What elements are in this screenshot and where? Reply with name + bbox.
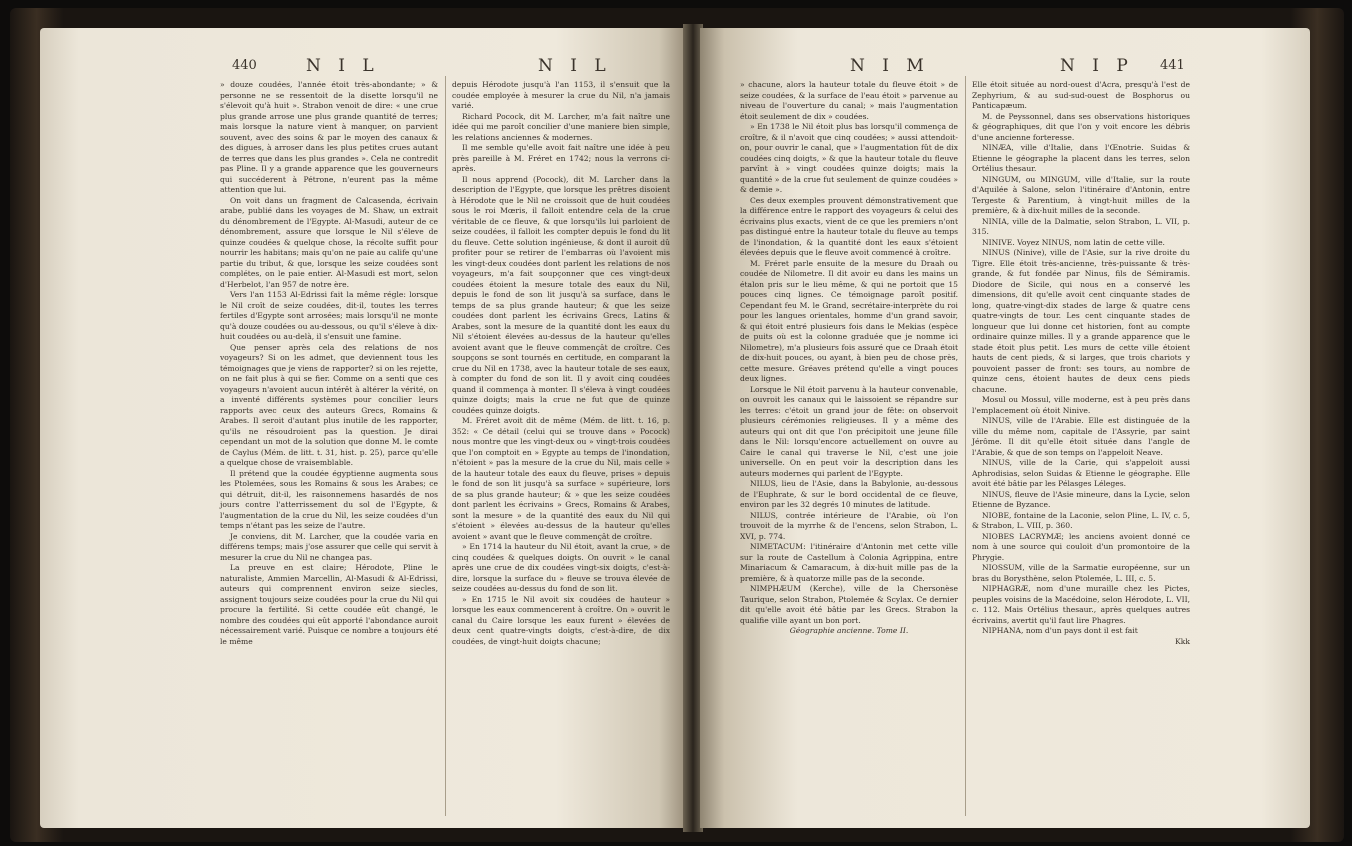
paragraph: NIOBES LACRYMÆ; les anciens avoient donné ce nom à une source qui couloit d'un promontoire de la Phrygie. bbox=[972, 531, 1190, 562]
paragraph: » chacune, alors la hauteur totale du fleuve étoit » de seize coudées, & la surface de l'eau étoit » parvenue au niveau de l'ouverture du canal; » mais l'augmentation étoit seulement de dix » coudées. bbox=[740, 80, 958, 121]
left-column-2 bbox=[452, 80, 670, 647]
paragraph: Mosul ou Mossul, ville moderne, est à peu près dans l'emplacement où étoit Ninive. bbox=[972, 395, 1190, 415]
paragraph: NIMETACUM: l'itinéraire d'Antonin met cette ville sur la route de Castellum à Colonia Agrippina, entre Minariacum & Camaracum, à dix-huit mille pas de la première, & à quatorze mille pas de la seconde. bbox=[740, 542, 958, 583]
left-page bbox=[40, 28, 685, 828]
paragraph: Il me semble qu'elle avoit fait naître une idée à peu près pareille à M. Fréret en 1742; nous la verrons ci-après. bbox=[452, 143, 670, 173]
paragraph: Lorsque le Nil étoit parvenu à la hauteur convenable, on ouvroit les canaux qui le laissoient se répandre sur les terres: c'étoit un grand jour de fête: on observoit plusieurs cérémonies religieuses. Il y a même des auteurs qui ont dit que l'on précipitoit une jeune fille dans le Nil: lorsqu'encore actuellement on ouvre au Caire le canal qui traverse le Nil, c'est une joie universelle. On en peut voir la description dans les auteurs modernes qui parlent de l'Egypte. bbox=[740, 384, 958, 478]
left-column-1 bbox=[220, 80, 438, 647]
paragraph: » En 1738 le Nil étoit plus bas lorsqu'il commença de croître, & il n'avoit que cinq coudées; » aussi attendoit-on, pour ouvrir le canal, que » l'augmentation fût de dix coudées cinq doigts, » & que la hauteur totale du fleuve parvînt à » vingt coudées quinze doigts; mais la quantité » de la crue fut seulement de quinze coudées » & demie ». bbox=[740, 122, 958, 194]
paragraph: NINIA, ville de la Dalmatie, selon Strabon, L. VII, p. 315. bbox=[972, 216, 1190, 236]
paragraph: » douze coudées, l'année étoit très-abondante; » & personne ne se ressentoit de la disette lorsqu'il ne s'élevoit qu'à huit ». Strabon venoit de dire: « une crue plus grande arrose une plus grande quantité de terres; mais lorsque la nature vient à manquer, on parvient souvent, avec des soins & par le moyen des canaux & des digues, à arroser dans les plus petites crues autant de terres que dans les plus grandes ». Cela ne contredit pas Pline. Il y a grande apparence que les gouverneurs qui succéderent à Pétrone, n'eurent pas la même attention que lui. bbox=[220, 80, 438, 194]
paragraph: Richard Pocock, dit M. Larcher, m'a fait naître une idée qui me paroît concilier d'une maniere bien simple, les relations anciennes & modernes. bbox=[452, 111, 670, 142]
right-page bbox=[700, 28, 1310, 828]
paragraph: NIPHANA, nom d'un pays dont il est fait bbox=[982, 626, 1138, 635]
left-page-number: 440 bbox=[232, 58, 257, 73]
paragraph: Je conviens, dit M. Larcher, que la coudée varia en différens temps; mais j'ose assurer que celle qui servit à mesurer la crue du Nil ne changea pas. bbox=[220, 531, 438, 562]
paragraph: Vers l'an 1153 Al-Edrissi fait la même régle: lorsque le Nil croît de seize coudées, dit-il, toutes les terres fertiles d'Egypte sont arrosées; mais lorsqu'il ne monte qu'à douze coudées ou au-dessous, ou qu'il s'éleve à dix-huit coudées ou au-delà, il s'ensuit une famine. bbox=[220, 290, 438, 341]
paragraph: » En 1714 la hauteur du Nil étoit, avant la crue, » de cinq coudées & quelques doigts. On ouvrit » le canal après une crue de dix coudées vingt-six doigts, c'est-à-dire, lorsque la surface du » fleuve se trouva élevée de seize coudées au-dessus du fond de son lit. bbox=[452, 542, 670, 593]
paragraph: On voit dans un fragment de Calcasenda, écrivain arabe, publié dans les voyages de M. Shaw, un extrait du dénombrement de l'Egypte. Al-Masudi, auteur de ce dénombrement, assure que lorsque le Nil s'éleve de quinze coudées & quelque chose, la récolte suffit pour nourrir les habitans; mais qu'on ne paie au calife qu'une partie du tribut, & que, lorsque les seize coudées sont complétes, on le paie entier. Al-Masudi est mort, selon d'Herbelot, l'an 957 de notre ère. bbox=[220, 195, 438, 289]
right-running-head-2: N I P bbox=[1060, 56, 1134, 76]
right-running-head-1: N I M bbox=[850, 56, 930, 76]
paragraph: Il nous apprend (Pocock), dit M. Larcher dans la description de l'Egypte, que lorsque les prêtres disoient à Hérodote que le Nil ne croissoit que de huit coudées sous le roi Mœris, il falloit entendre cela de la crue véritable de ce fleuve, & que lorsqu'ils lui parloient de seize coudées, il falloit les compter depuis le fond du lit du fleuve. Cette solution ingénieuse, & dont il auroit dû profiter pour se retirer de l'embarras où l'avoient mis les vingt-deux coudées dont parlent les relations de nos voyageurs, m'a fait soupçonner que ces vingt-deux coudées étoient la mesure totale des eaux du Nil, depuis le fond de son lit jusqu'à sa surface, dans le temps de sa plus grande hauteur; & que les seize coudées dont parlent les écrivains Grecs, Latins & Arabes, sont la mesure de la quantité dont les eaux du Nil s'étoient élevées au-dessus de la hauteur qu'elles avoient avant que le fleuve commençât de croître. Ces soupçons se sont tournés en certitude, en comparant la crue du Nil en 1738, avec la hauteur totale de ses eaux, à compter du fond de son lit. Il y avoit cinq coudées quand il commença à monter. Il s'éleva à vingt coudées quinze doigts; mais la crue ne fut que de quinze coudées quinze doigts. bbox=[452, 174, 670, 415]
paragraph: NINÆA, ville d'Italie, dans l'Œnotrie. Suidas & Etienne le géographe la placent dans les terres, selon Ortélius thesaur. bbox=[972, 143, 1190, 173]
open-book bbox=[10, 8, 1344, 842]
paragraph: Ces deux exemples prouvent démonstrativement que la différence entre le rapport des voyageurs & celui des écrivains plus exacts, vient de ce que les premiers n'ont pas distingué entre la hauteur totale du fleuve au temps de l'inondation, & la quantité dont les eaux s'étoient élevées depuis que le fleuve avoit commencé à croître. bbox=[740, 195, 958, 257]
left-running-head-1: N I L bbox=[306, 56, 380, 76]
right-column-1 bbox=[740, 80, 958, 637]
paragraph: NILUS, lieu de l'Asie, dans la Babylonie, au-dessous de l'Euphrate, & sur le bord occidental de ce fleuve, environ par les 32 degrés 10 minutes de latitude. bbox=[740, 479, 958, 509]
right-page-number: 441 bbox=[1160, 58, 1185, 73]
paragraph: NIPHAGRÆ, nom d'une muraille chez les Pictes, peuples voisins de la Macédoine, selon Hérodote, L. VII, c. 112. Mais Ortélius thesaur., après quelques autres écrivains, avertit qu'il faut lire Phagres. bbox=[972, 584, 1190, 625]
paragraph: NINGUM, ou MINGUM, ville d'Italie, sur la route d'Aquilée à Salone, selon l'itinéraire d'Antonin, entre Tergeste & Parentium, à vingt-huit milles de la première, & à dix-huit milles de la seconde. bbox=[972, 174, 1190, 215]
paragraph: NIOSSUM, ville de la Sarmatie européenne, sur un bras du Borysthène, selon Ptolemée, L. III, c. 5. bbox=[972, 563, 1190, 583]
paragraph: NINUS, ville de l'Arabie. Elle est distinguée de la ville du même nom, capitale de l'Assyrie, par saint Jérôme. Il dit qu'elle étoit située dans l'angle de l'Arabie, & que de son temps on l'appeloit Neave. bbox=[972, 416, 1190, 457]
paragraph: M. de Peyssonnel, dans ses observations historiques & géographiques, dit que l'on y voit encore les débris d'une ancienne forteresse. bbox=[972, 111, 1190, 142]
paragraph: » En 1715 le Nil avoit six coudées de hauteur » lorsque les eaux commencerent à croître. On » ouvrit le canal du Caire lorsque les eaux furent » élevées de deux cent quatre-vingts doigts, c'est-à-dire, de dix coudées, de vingt-huit doigts chacune; bbox=[452, 594, 670, 646]
paragraph: depuis Hérodote jusqu'à l'an 1153, il s'ensuit que la coudée employée à mesurer la crue du Nil, n'a jamais varié. bbox=[452, 80, 670, 110]
paragraph: NIOBE, fontaine de la Laconie, selon Pline, L. IV, c. 5, & Strabon, L. VIII, p. 360. bbox=[972, 510, 1190, 530]
column-rule bbox=[965, 76, 966, 816]
paragraph: La preuve en est claire; Hérodote, Pline le naturaliste, Ammien Marcellin, Al-Masudi & Al-Edrissi, auteurs qui comprennent environ seize siecles, assignent toujours seize coudées pour la crue du Nil qui procure la fertilité. Si cette coudée eût changé, le nombre des coudées qui eût apporté l'abondance auroit nécessairement varié. Puisque ce nombre a toujours été le même bbox=[220, 563, 438, 646]
paragraph: Que penser après cela des relations de nos voyageurs? Si on les admet, que deviennent tous les témoignages que je viens de rapporter? si on les rejette, on ne fait plus à qui se fier. Comme on a senti que ces voyageurs n'avoient aucun intérêt à altérer la vérité, on a inventé différents systèmes pour concilier leurs rapports avec ceux des auteurs Grecs, Romains & Arabes. Il seroit d'autant plus inutile de les rapporter, qu'ils ne résoudroient pas la question. Je dirai cependant un mot de la solution que donne M. le comte de Caylus (Mém. de litt. t. 31, hist. p. 25), parce qu'elle a quelque chose de vraisemblable. bbox=[220, 342, 438, 467]
column-rule bbox=[445, 76, 446, 816]
paragraph: NIMPHÆUM (Kerche), ville de la Chersonèse Taurique, selon Strabon, Ptolemée & Scylax. Ce dernier dit qu'elle avoit été bâtie par les Grecs. Strabon la qualifie ville ayant un bon port. bbox=[740, 584, 958, 625]
paragraph: NILUS, contrée intérieure de l'Arabie, où l'on trouvoit de la myrrhe & de l'encens, selon Strabon, L. XVI, p. 774. bbox=[740, 510, 958, 541]
paragraph: M. Fréret parle ensuite de la mesure du Draah ou coudée de Nilometre. Il dit avoir eu dans les mains un étalon pris sur le lieu même, & qui ne portoit que 15 pouces cinq lignes. Ce témoignage paroît positif. Cependant feu M. le Grand, secrétaire-interprète du roi pour les langues orientales, homme d'un grand savoir, & qui étoit entré plusieurs fois dans le Mekias (espèce de puits où est la colonne graduée que je nomme ici Nilometre), m'a plusieurs fois assuré que ce Draah étoit de dix-huit pouces, ou ayant, à bien peu de chose près, cette mesure. Gréaves prétend qu'elle a vingt pouces deux lignes. bbox=[740, 258, 958, 383]
right-column-2 bbox=[972, 80, 1190, 647]
paragraph: NINUS, ville de la Carie, qui s'appeloit aussi Aphrodisias, selon Suidas & Etienne le géographe. Elle avoit été bâtie par les Pélasges Léleges. bbox=[972, 458, 1190, 488]
page-footer: Géographie ancienne. Tome II. bbox=[789, 626, 909, 635]
paragraph: NINUS, fleuve de l'Asie mineure, dans la Lycie, selon Etienne de Byzance. bbox=[972, 489, 1190, 509]
paragraph: NINUS (Ninive), ville de l'Asie, sur la rive droite du Tigre. Elle étoit très-ancienne, très-puissante & très-grande, & fut fondée par Ninus, fils de Sémiramis. Diodore de Sicile, qui nous en a conservé les dimensions, dit qu'elle avoit cent cinquante stades de long, quatre-vingt-dix stades de large & quatre cens quatre-vingts de tour. Les cent cinquante stades de longueur que lui donne cet historien, font au compte ordinaire quinze milles. Il y a grande apparence que le stade étoit plus petit. Les murs de cette ville étoient hauts de cent pieds, & si larges, que trois chariots y pouvoient passer de front: ses tours, au nombre de quinze cens, étoient hautes de deux cens pieds chacune. bbox=[972, 248, 1190, 394]
left-running-head-2: N I L bbox=[538, 56, 612, 76]
paragraph: NINIVE. Voyez NINUS, nom latin de cette ville. bbox=[982, 237, 1165, 247]
paragraph: Il prétend que la coudée égyptienne augmenta sous les Ptolemées, sous les Romains & sous les Arabes; ce qui détruit, dit-il, les raisonnemens hasardés de nos jours contre l'atterrissement du sol de l'Egypte, & l'augmentation de la crue du Nil, les seize coudées d'un temps n'étant pas les seize de l'autre. bbox=[220, 468, 438, 530]
paragraph: Elle étoit située au nord-ouest d'Acra, presqu'à l'est de Zephyrium, & au sud-sud-ouest de Bosphorus ou Panticapæum. bbox=[972, 80, 1190, 110]
signature-mark: Kkk bbox=[1175, 636, 1190, 646]
paragraph: M. Fréret avoit dit de même (Mém. de litt. t. 16, p. 352: « Ce détail (celui qui se trouve dans » Pocock) nous montre que les vingt-deux ou » vingt-trois coudées que l'on comptoit en » Egypte au temps de l'inondation, n'étoient » pas la mesure de la crue du Nil, mais celle » de la hauteur totale des eaux du fleuve, prises » depuis le fond de son lit jusqu'à sa surface » supérieure, lors de sa plus grande hauteur; & » que les seize coudées dont parlent les écrivains » Grecs, Romains & Arabes, sont la mesure » de la quantité des eaux du Nil qui s'étoient » élevées au-dessus de la hauteur qu'elles avoient » avant que le fleuve commençât de croître. bbox=[452, 416, 670, 541]
